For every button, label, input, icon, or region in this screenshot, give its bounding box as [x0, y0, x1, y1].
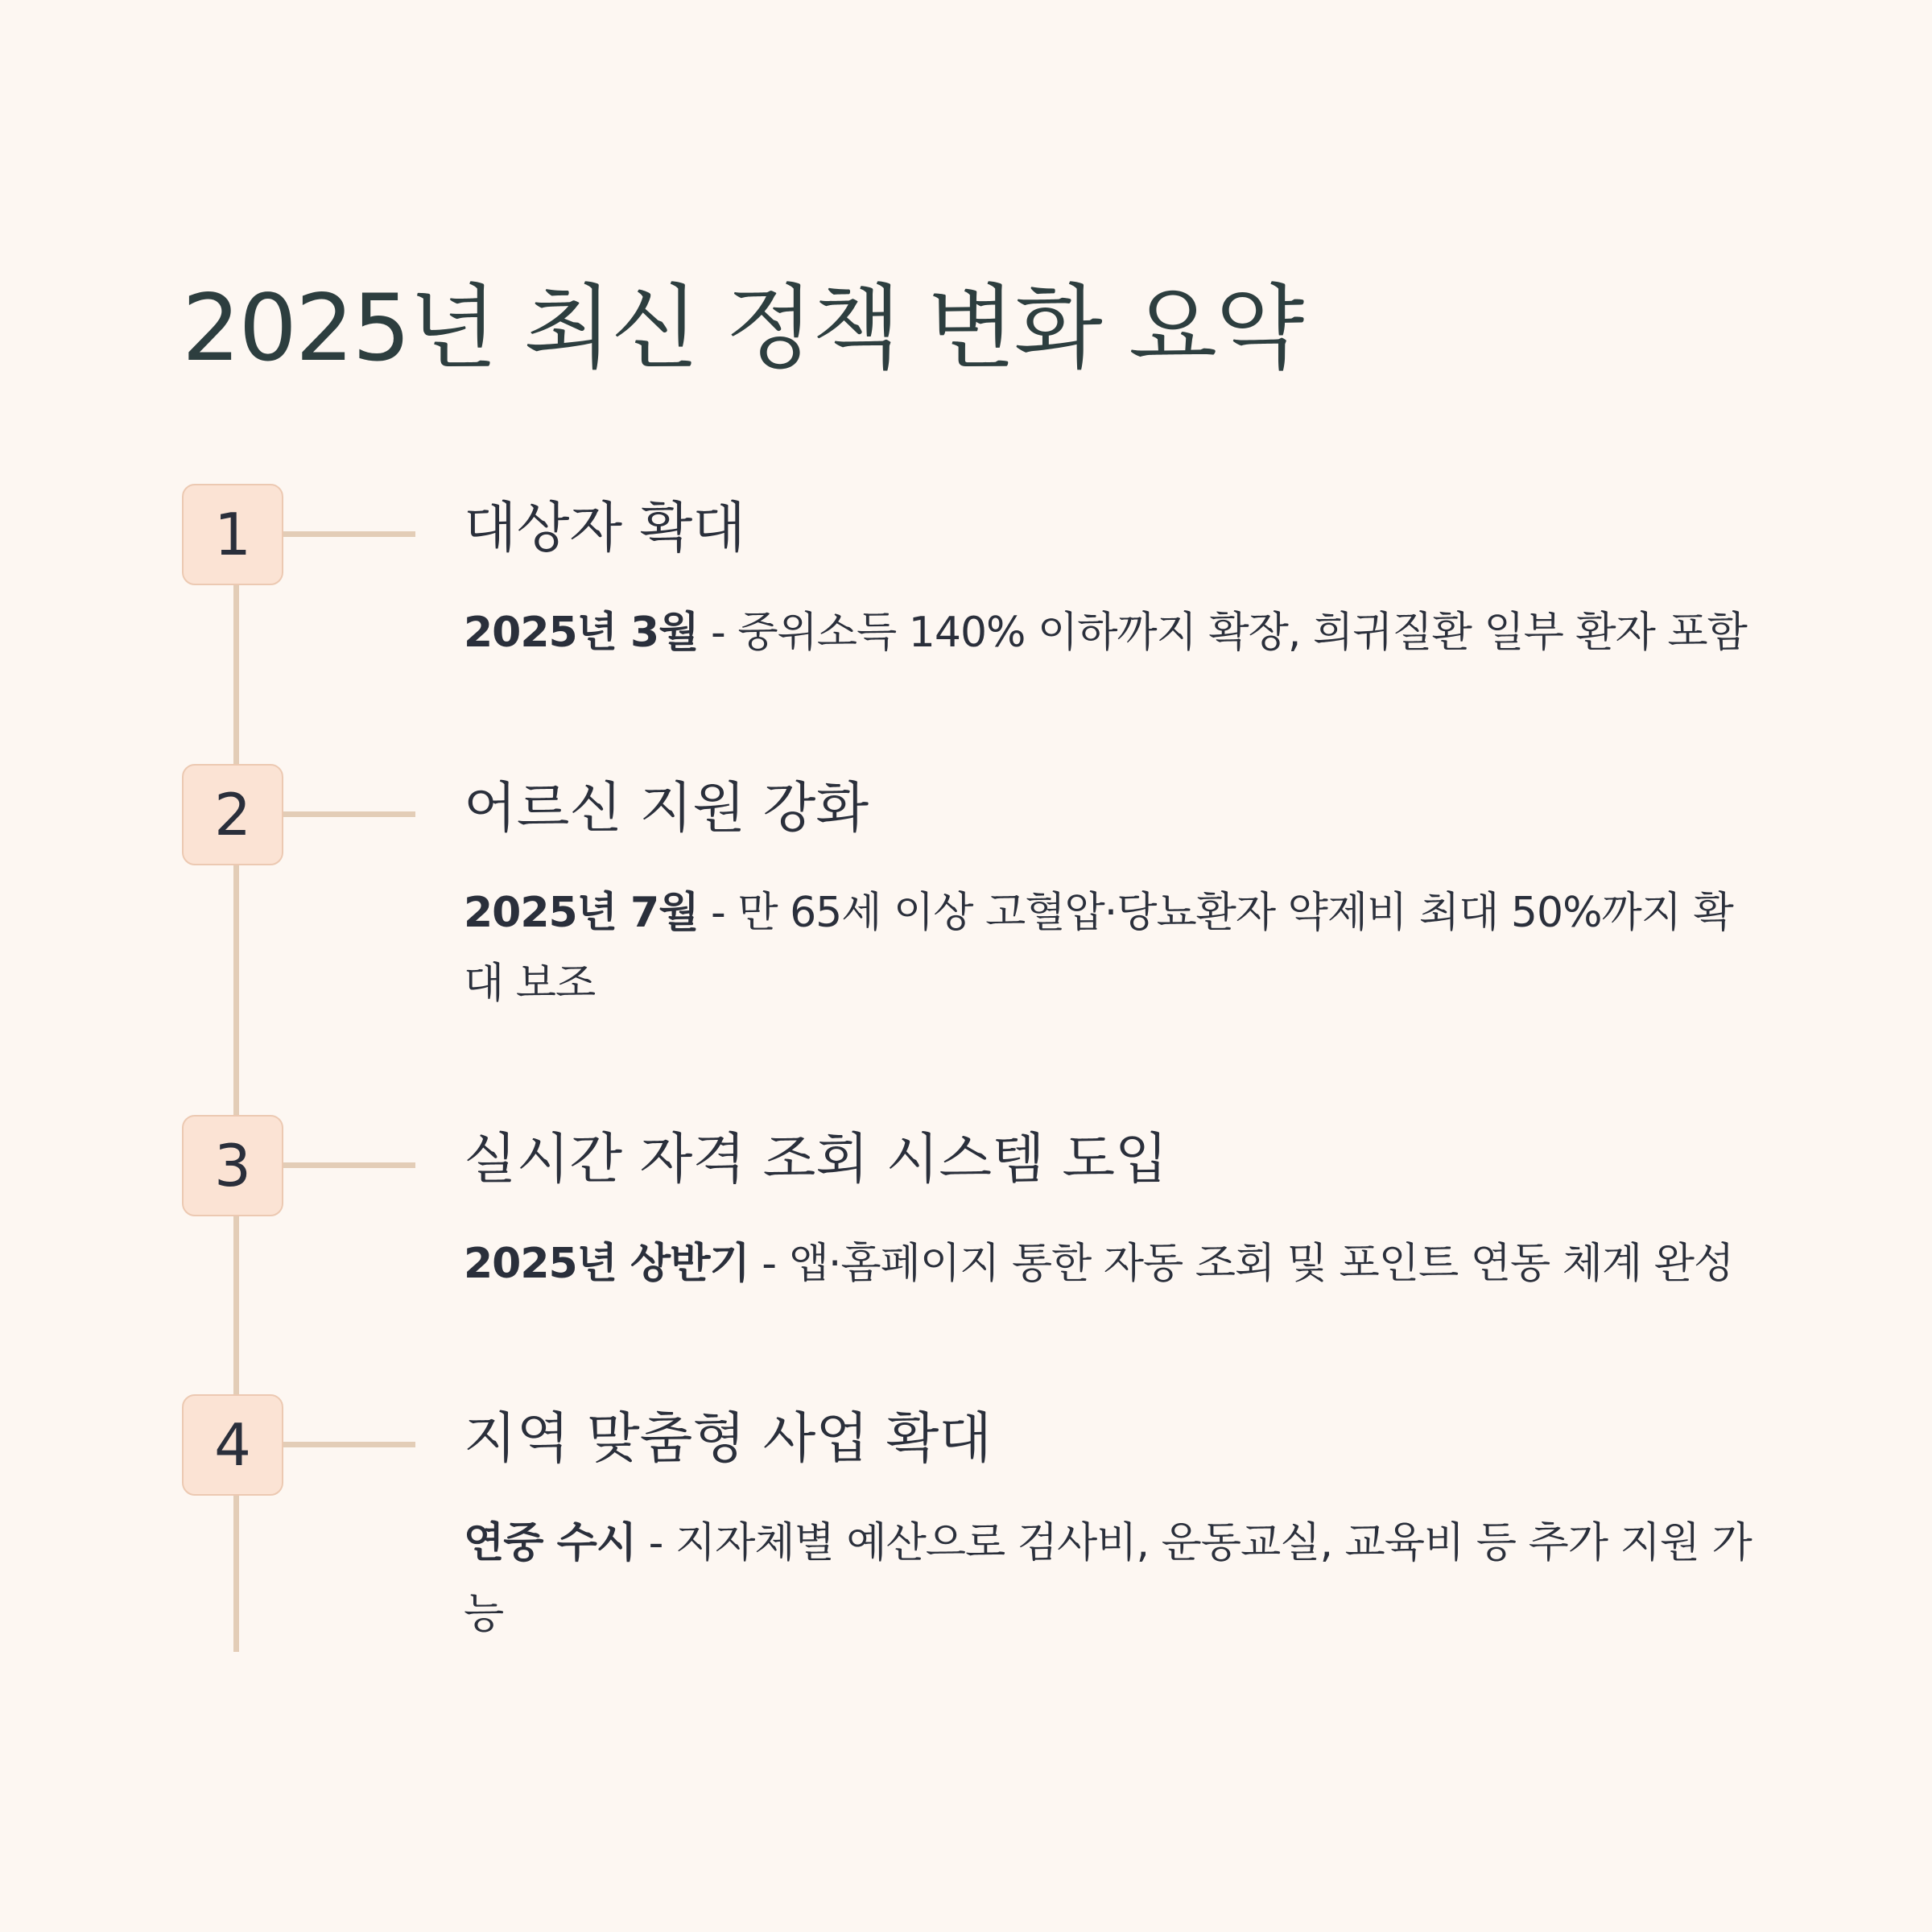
step-connector — [283, 811, 415, 817]
step-number-badge: 3 — [182, 1115, 283, 1216]
step-separator: - — [698, 889, 738, 937]
step-title: 어르신 지원 강화 — [464, 777, 869, 840]
step-detail: 만 65세 이상 고혈압·당뇨환자 약제비 최대 50%까지 확대 보조 — [464, 889, 1733, 1008]
step-separator: - — [698, 609, 738, 657]
step-separator: - — [636, 1519, 675, 1567]
step-connector — [283, 1442, 415, 1447]
step-separator: - — [749, 1240, 789, 1288]
step-description — [464, 597, 1752, 668]
step-number-badge: 4 — [182, 1394, 283, 1496]
step-number-badge: 1 — [182, 484, 283, 585]
step-date: 2025년 상반기 — [464, 1240, 749, 1288]
step-description — [464, 1228, 1752, 1299]
step-title: 대상자 확대 — [464, 497, 746, 560]
page-title: 2025년 최신 정책 변화 요약 — [182, 275, 1303, 382]
step-detail: 중위소득 140% 이하까지 확장, 희귀질환 일부 환자 포함 — [737, 609, 1747, 657]
step-date: 2025년 7월 — [464, 889, 699, 937]
step-detail: 지자체별 예산으로 검사비, 운동교실, 교육비 등 추가 지원 가능 — [464, 1519, 1752, 1638]
step-title: 지역 맞춤형 사업 확대 — [464, 1407, 993, 1471]
step-title: 실시간 자격 조회 시스템 도입 — [464, 1128, 1168, 1191]
step-date: 연중 수시 — [464, 1519, 637, 1567]
step-connector — [283, 1162, 415, 1168]
step-date: 2025년 3월 — [464, 609, 699, 657]
step-description — [464, 877, 1752, 1019]
step-connector — [283, 531, 415, 537]
step-number-badge: 2 — [182, 764, 283, 865]
step-description — [464, 1508, 1752, 1649]
step-detail: 앱·홈페이지 통한 자동 조회 및 포인트 연동 체계 완성 — [788, 1240, 1734, 1288]
